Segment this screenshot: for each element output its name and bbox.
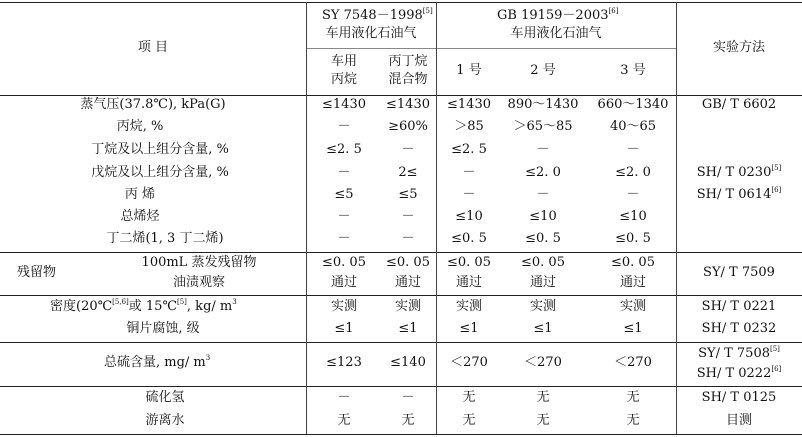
water-method: 目测 [725,413,753,428]
col-divider-item [306,2,307,434]
header-sy-standard [322,8,433,24]
method-code: SH/ T 0614 [696,187,772,202]
water-item: 游离水 [145,413,185,428]
density-ref-a: [5,6] [112,298,129,306]
row-cell: ＜270 [614,355,652,370]
row-cell: 通过 [330,275,358,290]
row-cell: ≤5 [398,187,418,202]
row-cell: 实测 [619,299,647,314]
row-cell: 实测 [394,299,422,314]
row-cell: － [626,142,640,157]
row-item: 戊烷及以上组分含量, % [91,165,229,180]
method-code: SH/ T 0230 [696,165,772,180]
row-item: 丁烷及以上组分含量, % [91,142,229,157]
row-cell: ≤1 [334,321,354,336]
row-cell: ≤0. 05 [521,255,565,270]
h2s-item: 硫化氢 [145,390,185,405]
row-cell: ≥60% [388,119,428,134]
copper-item: 铜片腐蚀, 级 [126,321,200,336]
row-cell: ≤1 [398,321,418,336]
row-cell: ≤0. 5 [525,231,561,246]
method-ref: [6] [771,365,782,373]
row-item: 总烯烃 [120,209,160,224]
col-sy1-line2: 丙烷 [330,72,358,87]
density-unit-exp: 3 [232,298,237,306]
residue-group-label: 残留物 [17,265,57,280]
row-item: 丁二烯(1, 3 丁二烯) [106,231,224,246]
row-cell: ＞85 [454,119,484,134]
row-cell: － [401,209,415,224]
row-cell: ≤1430 [386,97,430,112]
method-code: SH/ T 0222 [696,366,772,381]
col-divider-sy-gb [436,2,437,434]
row-cell: 无 [536,390,550,405]
header-group-rule-sy [306,48,436,49]
row-cell: － [401,390,415,405]
row-cell: 无 [401,413,415,428]
row-cell: 实测 [529,299,557,314]
row-method: GB/ T 6602 [701,97,777,112]
col-sy1-line1: 车用 [330,54,358,69]
row-cell: 通过 [529,275,557,290]
row-cell: ≤0. 5 [615,231,651,246]
row-cell: ≤0. 05 [386,255,430,270]
row-cell: ≤2. 5 [326,142,362,157]
header-gb-standard [497,8,618,24]
row-cell: 通过 [394,275,422,290]
row-cell: ≤140 [390,355,426,370]
sulfur-method-2 [697,366,782,382]
row-cell: － [462,187,476,202]
row-method [697,187,782,203]
residue-oil-item: 油渍观察 [172,275,226,290]
row-cell: 通过 [619,275,647,290]
row-cell: － [337,209,351,224]
header-bottom-rule [0,95,802,96]
row-item: 蒸气压(37.8℃), kPa(G) [80,97,226,112]
residue-evap-item: 100mL 蒸发残留物 [141,255,257,270]
row-cell: ≤0. 5 [451,231,487,246]
header-method: 实验方法 [712,40,766,55]
row-cell: ≤10 [455,209,483,224]
gb-standard-code: GB 19159－2003 [497,8,609,23]
copper-method: SH/ T 0232 [701,321,777,336]
row-item: 丙 烯 [124,187,156,202]
density-method: SH/ T 0221 [701,299,777,314]
sulfur-unit-exp: 3 [205,354,211,362]
row-cell: － [337,165,351,180]
col-gb1: 1 号 [456,63,482,78]
row-cell: ≤0. 05 [322,255,366,270]
row-cell: ＞65～85 [513,119,573,134]
density-item [50,299,237,315]
density-label-a: 密度(20℃ [50,299,113,314]
section-rule-sulfur [0,342,802,343]
col-gb3: 3 号 [620,63,646,78]
row-cell: － [536,187,550,202]
row-item: 丙烷, % [116,119,164,134]
row-cell: ≤1430 [322,97,366,112]
row-cell: 无 [536,413,550,428]
method-code: SY/ T 7508 [698,346,770,361]
row-cell: 通过 [455,275,483,290]
row-cell: 660～1340 [597,97,669,112]
row-cell: ≤2. 0 [525,165,561,180]
row-cell: 40～65 [609,119,657,134]
row-cell: ≤1 [459,321,479,336]
sy-standard-ref: [5] [422,7,433,15]
section-rule-residue [0,252,802,253]
row-cell: 无 [462,390,476,405]
method-ref: [5] [769,345,780,353]
row-cell: 无 [626,390,640,405]
density-ref-b: [5] [177,298,187,306]
row-cell: － [536,142,550,157]
row-cell: ＜270 [450,355,488,370]
row-cell: － [401,231,415,246]
col-sy2-line2: 混合物 [388,72,428,87]
row-cell: 无 [462,413,476,428]
table-top-rule [0,2,802,3]
header-item: 项 目 [137,40,169,55]
section-rule-density [0,295,802,296]
row-cell: ≤1430 [447,97,491,112]
row-cell: － [337,119,351,134]
header-sy-sub: 车用液化石油气 [325,26,417,41]
gb-standard-ref: [6] [608,7,619,15]
method-ref: [5] [771,164,782,172]
row-cell: － [626,187,640,202]
row-cell: ≤0. 05 [611,255,655,270]
density-label-b: 或 15℃ [128,299,177,314]
row-cell: ≤1 [623,321,643,336]
row-cell: － [337,231,351,246]
row-cell: － [401,142,415,157]
col-gb2: 2 号 [530,63,556,78]
h2s-method: SH/ T 0125 [701,390,777,405]
row-cell: － [337,390,351,405]
row-cell: ≤10 [529,209,557,224]
row-cell: ≤123 [326,355,362,370]
header-gb-sub: 车用液化石油气 [510,26,602,41]
row-cell: 2≤ [398,165,418,180]
row-cell: 实测 [330,299,358,314]
sulfur-method-1 [698,346,780,362]
row-cell: 实测 [455,299,483,314]
density-label-c: , kg/ m [186,299,233,314]
sulfur-label: 总硫含量, mg/ m [104,355,206,370]
row-cell: ≤2. 0 [615,165,651,180]
row-cell: 无 [626,413,640,428]
row-cell: 890～1430 [507,97,579,112]
header-group-rule-gb [436,48,676,49]
sulfur-item [104,355,210,371]
row-cell: ≤5 [334,187,354,202]
row-cell: ≤10 [619,209,647,224]
col-sy2-line1: 丙丁烷 [388,54,428,69]
row-method [697,165,782,181]
section-rule-h2s [0,386,802,387]
row-cell: 无 [337,413,351,428]
method-ref: [6] [771,186,782,194]
residue-method: SY/ T 7509 [703,265,775,280]
table-bottom-rule [0,434,802,435]
row-cell: － [462,165,476,180]
row-cell: ＜270 [524,355,562,370]
row-cell: ≤0. 05 [447,255,491,270]
col-divider-method [676,2,677,434]
row-cell: ≤2. 5 [451,142,487,157]
row-cell: ≤1 [533,321,553,336]
sy-standard-code: SY 7548－1998 [322,8,423,23]
